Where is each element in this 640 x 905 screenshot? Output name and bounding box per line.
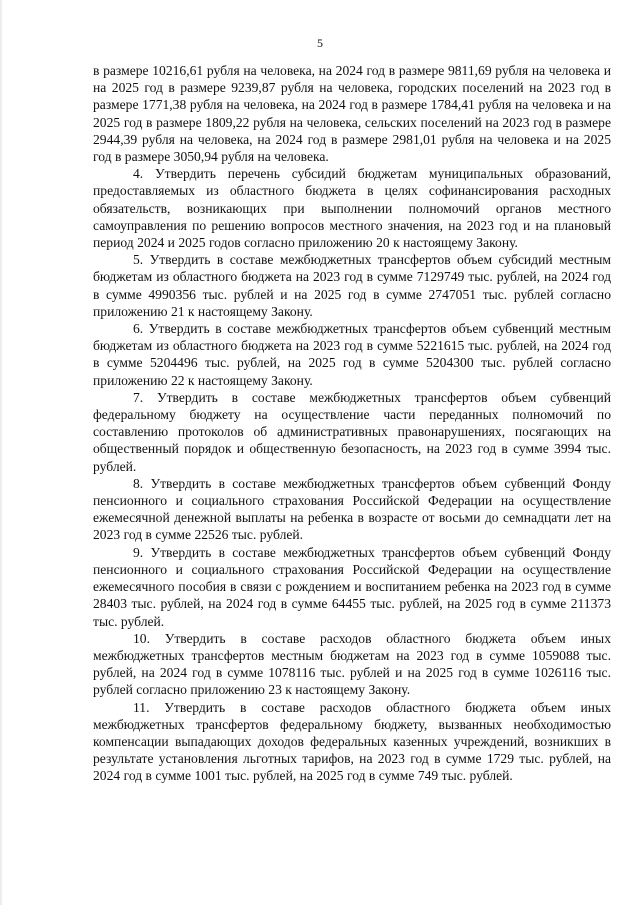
paragraph-item-8: 8. Утвердить в составе межбюджетных трансфертов объем субвенций Фонду пенсионного и социального страхования Российской Федерации на осуществление ежемесячной денежной выплаты на ребенка в возрасте от восьми до семнадцати лет на 2023 год в сумме 22526 тыс. рублей. [93,475,611,543]
paragraph-item-9: 9. Утвердить в составе межбюджетных трансфертов объем субвенций Фонду пенсионного и социального страхования Российской Федерации на осуществление ежемесячного пособия в связи с рождением и воспитанием ребенка на 2023 год в сумме 28403 тыс. рублей, на 2024 год в сумме 64455 тыс. рублей, на 2025 год в сумме 211373 тыс. рублей. [93,544,611,629]
document-body [93,62,611,785]
paragraph-item-6: 6. Утвердить в составе межбюджетных трансфертов объем субвенций местным бюджетам из областного бюджета на 2023 год в сумме 5221615 тыс. рублей, на 2024 год в сумме 5204496 тыс. рублей, на 2025 год в сумме 5204300 тыс. рублей согласно приложению 22 к настоящему Закону. [93,321,611,388]
paragraph-item-5: 5. Утвердить в составе межбюджетных трансфертов объем субсидий местным бюджетам из областного бюджета на 2023 год в сумме 7129749 тыс. рублей, на 2024 год в сумме 4990356 тыс. рублей и на 2025 год в сумме 2747051 тыс. рублей согласно приложению 21 к настоящему Закону. [93,252,611,319]
paragraph-item-11: 11. Утвердить в составе расходов областного бюджета объем иных межбюджетных трансфертов федеральному бюджету, вызванных необходимостью компенсации выпадающих доходов федеральных казенных учреждений, возникших в результате установления льготных тарифов, на 2023 год в сумме 1729 тыс. рублей, на 2024 год в сумме 1001 тыс. рублей, на 2025 год в сумме 749 тыс. рублей. [93,699,611,784]
paragraph-item-7: 7. Утвердить в составе межбюджетных трансфертов объем субвенций федеральному бюджету на осуществление части переданных полномочий по составлению протоколов об административных правонарушениях, посягающих на общественный порядок и общественную безопасность, на 2023 год в сумме 3994 тыс. рублей. [93,389,611,474]
paragraph-item-10: 10. Утвердить в составе расходов областного бюджета объем иных межбюджетных трансфертов местным бюджетам на 2023 год в сумме 1059088 тыс. рублей, на 2024 год в сумме 1078116 тыс. рублей и на 2025 год в сумме 1026116 тыс. рублей согласно приложению 23 к настоящему Закону. [93,630,611,698]
scan-edge [0,0,3,905]
page-number: 5 [317,36,323,50]
paragraph-item-4: 4. Утвердить перечень субсидий бюджетам муниципальных образований, предоставляемых из областного бюджета в целях софинансирования расходных обязательств, возникающих при выполнении полномочий органов местного самоуправления по решению вопросов местного значения, на 2023 год и на плановый период 2024 и 2025 годов согласно приложению 20 к настоящему Закону. [93,166,611,251]
paragraph-continuation: в размере 10216,61 рубля на человека, на 2024 год в размере 9811,69 рубля на человека и на 2025 год в размере 9239,87 рубля на человека, городских поселений на 2023 год в размере 1771,38 рубля на человека, на 2024 год в размере 1784,41 рубля на человека и на 2025 год в размере 1809,22 рубля на человека, сельских поселений на 2023 год в размере 2944,39 рубля на человека, на 2024 год в размере 2981,01 рубля на человека и на 2025 год в размере 3050,94 рубля на человека. [93,63,611,165]
